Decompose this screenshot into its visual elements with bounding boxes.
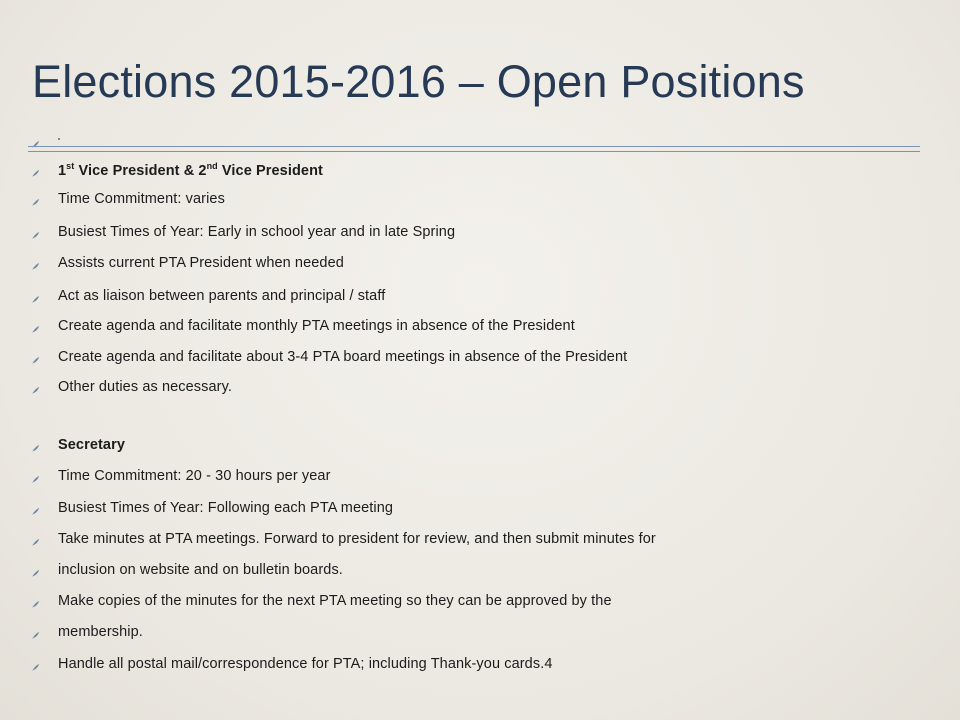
feather-quill-icon (31, 325, 40, 334)
list-item (31, 620, 931, 644)
feather-quill-icon (31, 507, 40, 516)
feather-quill-icon (31, 231, 40, 240)
list-item (31, 496, 931, 520)
list-item-text: Busiest Times of Year: Early in school year and in late Spring (58, 224, 456, 240)
list-item-text: Create agenda and facilitate about 3-4 PTA board meetings in absence of the President (58, 349, 628, 365)
list-item (31, 187, 931, 211)
list-item-text: Time Commitment: 20 - 30 hours per year (58, 468, 331, 484)
list-item-text: inclusion on website and on bulletin boards. (58, 562, 343, 578)
slide-title: Elections 2015-2016 – Open Positions (32, 56, 805, 107)
secretary-heading: Secretary (58, 437, 126, 453)
list-item-text: Make copies of the minutes for the next PTA meeting so they can be approved by the (58, 593, 612, 609)
list-item-text: Assists current PTA President when needed (58, 255, 344, 271)
divider-line-bottom (28, 151, 920, 152)
feather-quill-icon (31, 538, 40, 547)
list-item-secretary-heading (31, 433, 931, 457)
feather-quill-icon (31, 262, 40, 271)
feather-quill-icon (31, 140, 40, 149)
empty-bullet-text (58, 138, 60, 140)
feather-quill-icon (31, 444, 40, 453)
feather-quill-icon (31, 475, 40, 484)
list-item-text: Busiest Times of Year: Following each PTA meeting (58, 500, 394, 516)
list-item (31, 527, 931, 551)
feather-quill-icon (31, 169, 40, 178)
list-item (31, 345, 931, 369)
feather-quill-icon (31, 198, 40, 207)
list-item-text: Handle all postal mail/correspondence for PTA; including Thank-you cards.4 (58, 656, 553, 672)
list-item-text: Other duties as necessary. (58, 379, 232, 395)
feather-quill-icon (31, 386, 40, 395)
list-item-text: membership. (58, 624, 143, 640)
list-item (31, 464, 931, 488)
list-item (31, 652, 931, 676)
list-item (31, 375, 931, 399)
feather-quill-icon (31, 295, 40, 304)
feather-quill-icon (31, 600, 40, 609)
feather-quill-icon (31, 631, 40, 640)
list-item-text: Create agenda and facilitate monthly PTA meetings in absence of the President (58, 318, 575, 334)
list-item-vp-heading (31, 158, 931, 182)
feather-quill-icon (31, 663, 40, 672)
vp-heading: 1st Vice President & 2nd Vice President (58, 161, 323, 179)
list-item-text: Act as liaison between parents and principal / staff (58, 288, 386, 304)
list-item (31, 558, 931, 582)
divider-line-top (28, 146, 920, 147)
feather-quill-icon (31, 356, 40, 365)
list-item (31, 284, 931, 308)
list-item (31, 589, 931, 613)
list-item (31, 314, 931, 338)
list-item-text: Time Commitment: varies (58, 191, 225, 207)
feather-quill-icon (31, 569, 40, 578)
list-item-text: Take minutes at PTA meetings. Forward to president for review, and then submit minutes for (58, 531, 656, 547)
list-item (31, 251, 931, 275)
list-item (31, 220, 931, 244)
